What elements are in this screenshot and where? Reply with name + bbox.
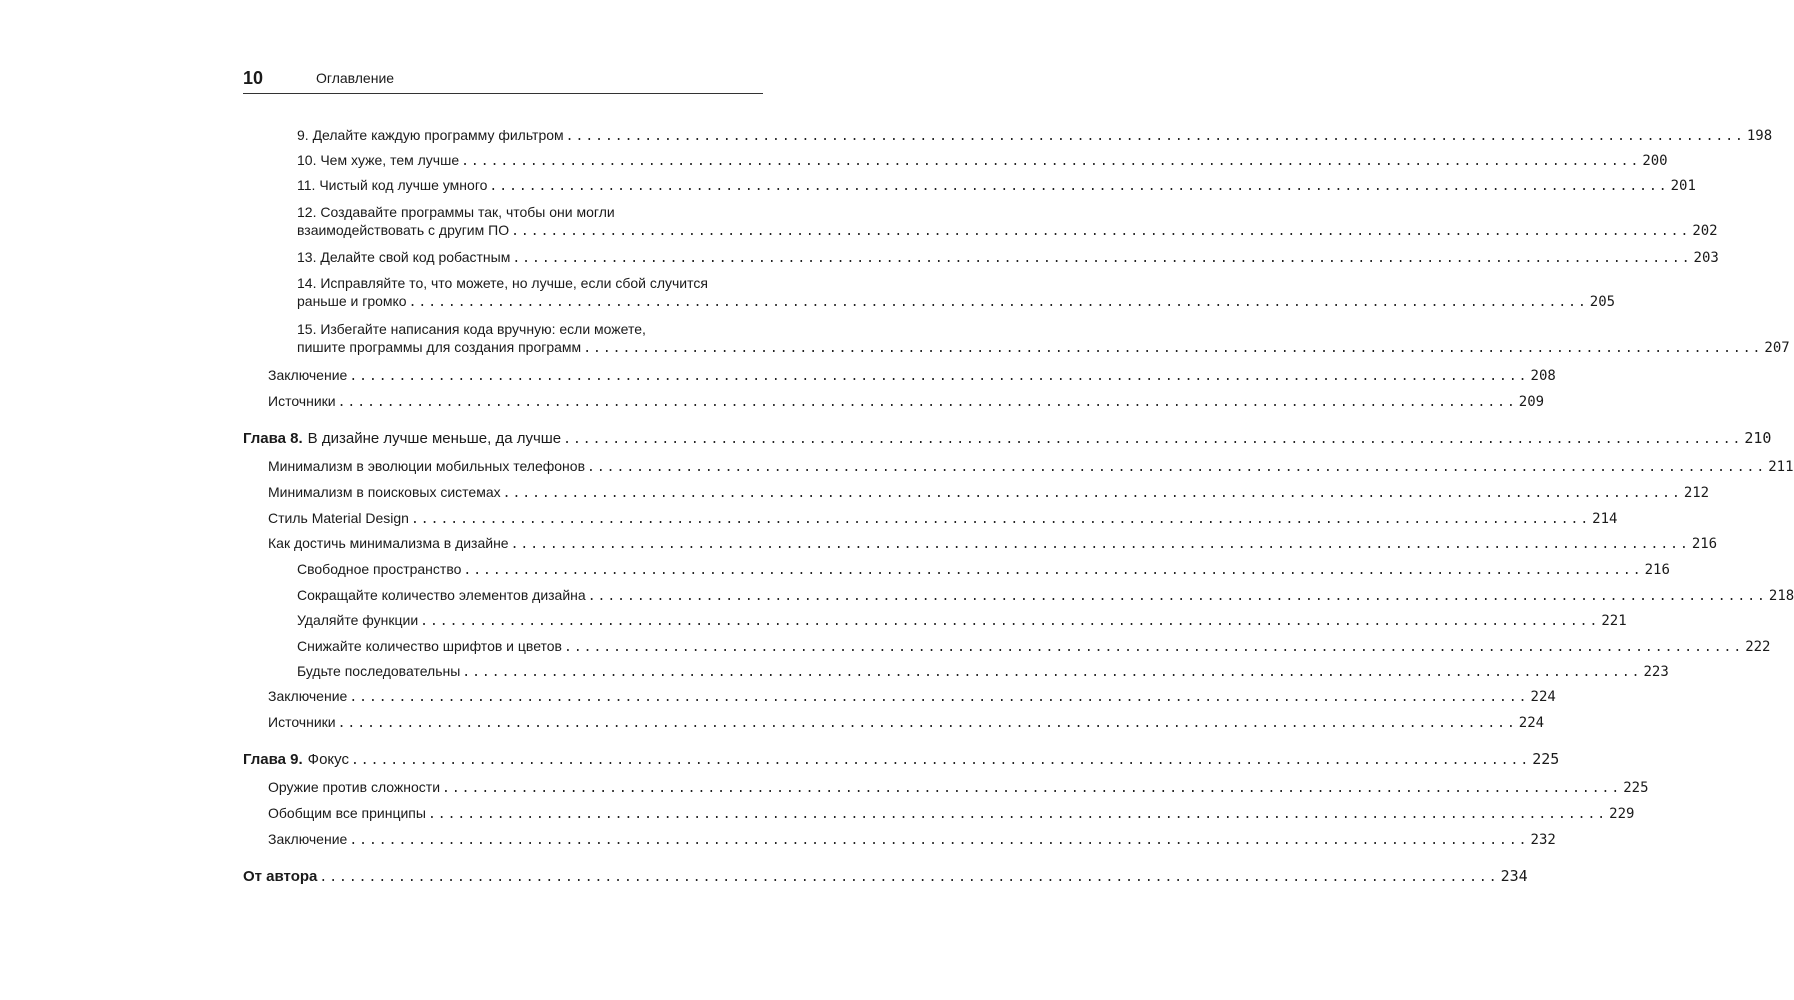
dot-leader: ........................................................................................................................: [511, 224, 1691, 239]
dot-leader: ........................................................................................................................: [349, 833, 1529, 848]
entry-title: Снижайте количество шрифтов и цветов: [297, 638, 562, 654]
dot-leader: ........................................................................................................................: [461, 154, 1641, 169]
toc-entry[interactable]: [268, 688, 1556, 706]
entry-title: Заключение: [268, 831, 348, 847]
toc-entry[interactable]: [297, 663, 1669, 681]
dot-leader: ........................................................................................................................: [349, 369, 1529, 384]
dot-leader: ........................................................................................................................: [510, 537, 1690, 552]
entry-title: Источники: [268, 714, 336, 730]
dot-leader: ........................................................................................................................: [587, 589, 1767, 604]
entry-title: Свободное пространство: [297, 561, 462, 577]
entry-title: 11. Чистый код лучше умного: [297, 177, 488, 193]
entry-title: Источники: [268, 393, 336, 409]
entry-page: 214: [1592, 511, 1618, 527]
dot-leader: ........................................................................................................................: [337, 716, 1517, 731]
toc-entry[interactable]: [297, 127, 1773, 145]
dot-leader: ........................................................................................................................: [583, 341, 1763, 356]
entry-page: 209: [1518, 394, 1545, 410]
dot-leader: ........................................................................................................................: [512, 251, 1692, 266]
toc-entry[interactable]: [268, 805, 1635, 823]
dot-leader: ........................................................................................................................: [319, 870, 1499, 885]
dot-leader: ........................................................................................................................: [427, 807, 1608, 822]
entry-page: 225: [1623, 780, 1649, 796]
dot-leader: ........................................................................................................................: [489, 179, 1669, 194]
toc-chapter[interactable]: [243, 867, 1528, 886]
entry-page: 205: [1589, 294, 1616, 310]
entry-page: 229: [1609, 806, 1635, 822]
toc-entry[interactable]: [268, 779, 1649, 797]
dot-leader: ........................................................................................................................: [410, 512, 1591, 527]
dot-leader: ........................................................................................................................: [502, 486, 1682, 501]
page-number: 10: [243, 68, 264, 88]
dot-leader: ........................................................................................................................: [349, 690, 1529, 705]
toc-entry[interactable]: [268, 831, 1556, 849]
entry-title-line2: взаимодействовать с другим ПО: [297, 222, 510, 238]
toc-entry[interactable]: [297, 321, 1790, 357]
entry-title: Оружие против сложности: [268, 779, 441, 795]
chapter-title: Фокус: [307, 751, 349, 768]
entry-page: 221: [1601, 613, 1627, 629]
entry-page: 201: [1670, 178, 1696, 194]
chapter-title: В дизайне лучше меньше, да лучше: [307, 430, 562, 447]
toc-entry[interactable]: [297, 638, 1771, 656]
entry-title: Как достичь минимализма в дизайне: [268, 535, 509, 551]
toc-chapter[interactable]: [243, 750, 1560, 769]
toc-entry[interactable]: [268, 393, 1545, 411]
entry-page: 222: [1745, 639, 1771, 655]
entry-page: 202: [1692, 223, 1718, 239]
entry-title: Будьте последовательны: [297, 663, 461, 679]
entry-title: Минимализм в эволюции мобильных телефонов: [268, 458, 586, 474]
running-title: Оглавление: [316, 70, 395, 86]
entry-page: 212: [1683, 485, 1710, 501]
toc-chapter[interactable]: [243, 429, 1772, 448]
entry-title: 10. Чем хуже, тем лучше: [297, 152, 460, 168]
toc-entry[interactable]: [297, 249, 1719, 267]
entry-title: Обобщим все принципы: [268, 805, 426, 821]
entry-page: 200: [1642, 153, 1668, 169]
entry-title-line1: 15. Избегайте написания кода вручную: если можете,: [297, 321, 646, 337]
toc-entry[interactable]: [297, 587, 1794, 605]
dot-leader: ........................................................................................................................: [563, 432, 1743, 447]
toc-entry[interactable]: [297, 612, 1627, 630]
entry-page: 207: [1764, 340, 1790, 356]
chapter-label: Глава 8.: [243, 430, 303, 447]
dot-leader: ........................................................................................................................: [442, 781, 1622, 796]
entry-title: Стиль Material Design: [268, 510, 409, 526]
entry-page: 218: [1768, 588, 1794, 604]
entry-title-line2: пишите программы для создания программ: [297, 339, 582, 355]
entry-title: Заключение: [268, 367, 348, 383]
toc-entry[interactable]: [268, 458, 1794, 476]
toc-entry[interactable]: [268, 714, 1545, 732]
dot-leader: ........................................................................................................................: [350, 753, 1531, 768]
entry-title-line2: раньше и громко: [297, 293, 407, 309]
entry-title: Минимализм в поисковых системах: [268, 484, 501, 500]
entry-page: 216: [1691, 536, 1718, 552]
entry-page: 198: [1746, 128, 1773, 144]
entry-title: Удаляйте функции: [297, 612, 419, 628]
toc-entry[interactable]: [297, 204, 1718, 240]
dot-leader: ........................................................................................................................: [564, 640, 1744, 655]
entry-page: 211: [1768, 459, 1794, 475]
dot-leader: ........................................................................................................................: [462, 665, 1642, 680]
chapter-label: Глава 9.: [243, 751, 303, 768]
entry-page: 216: [1644, 562, 1670, 578]
chapter-page: 234: [1500, 867, 1528, 885]
chapter-page: 225: [1532, 750, 1560, 768]
chapter-page: 210: [1744, 429, 1772, 447]
entry-title-line1: 14. Исправляйте то, что можете, но лучше, если сбой случится: [297, 275, 708, 291]
toc-entry[interactable]: [268, 484, 1710, 502]
entry-page: 223: [1643, 664, 1669, 680]
entry-title: Заключение: [268, 688, 348, 704]
dot-leader: ........................................................................................................................: [587, 460, 1767, 475]
dot-leader: ........................................................................................................................: [565, 129, 1745, 144]
toc-entry[interactable]: [268, 510, 1618, 528]
chapter-title: От автора: [243, 868, 318, 885]
entry-page: 208: [1530, 368, 1556, 384]
toc-entry[interactable]: [297, 275, 1616, 311]
entry-title-line1: 12. Создавайте программы так, чтобы они могли: [297, 204, 615, 220]
dot-leader: ........................................................................................................................: [408, 295, 1588, 310]
dot-leader: ........................................................................................................................: [463, 563, 1643, 578]
entry-page: 224: [1530, 689, 1556, 705]
entry-page: 232: [1530, 832, 1556, 848]
entry-page: 224: [1518, 715, 1545, 731]
dot-leader: ........................................................................................................................: [337, 395, 1517, 410]
toc-entry[interactable]: [297, 561, 1670, 579]
toc-entry[interactable]: [268, 535, 1718, 553]
page-header: [243, 66, 763, 94]
toc-entry[interactable]: [297, 177, 1696, 195]
dot-leader: ........................................................................................................................: [420, 614, 1600, 629]
entry-title: 9. Делайте каждую программу фильтром: [297, 127, 564, 143]
toc-entry[interactable]: [268, 367, 1556, 385]
entry-title: 13. Делайте свой код робастным: [297, 249, 511, 265]
entry-title: Сокращайте количество элементов дизайна: [297, 587, 586, 603]
entry-page: 203: [1693, 250, 1719, 266]
toc-entry[interactable]: [297, 152, 1668, 170]
book-page: [243, 0, 1794, 1000]
